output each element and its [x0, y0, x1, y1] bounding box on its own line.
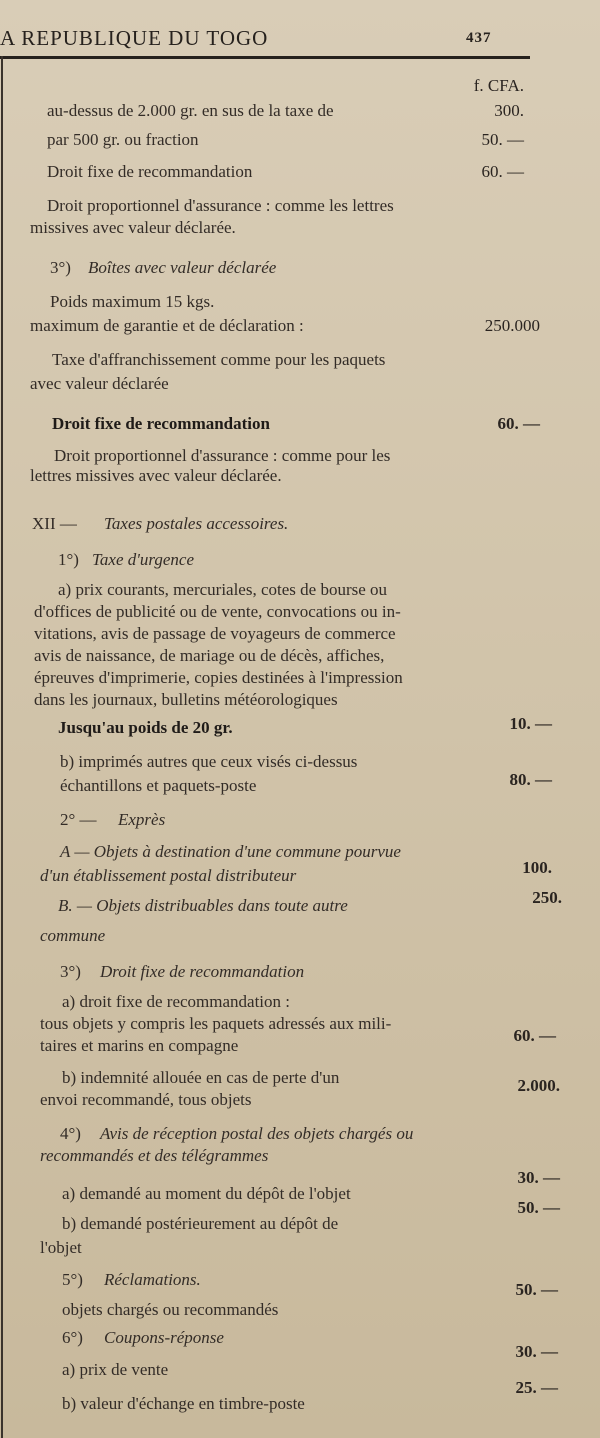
text-line: au-dessus de 2.000 gr. en sus de la taxe de [47, 101, 334, 120]
section-heading: Coupons-réponse [104, 1328, 224, 1347]
text-line: a) droit fixe de recommandation : [62, 992, 290, 1011]
text-line: dans les journaux, bulletins météorologiques [34, 690, 338, 709]
amount: 25. — [515, 1378, 558, 1397]
amount: 100. [522, 858, 552, 877]
text-line: Droit fixe de recommandation [52, 414, 270, 433]
running-title: A REPUBLIQUE DU TOGO [0, 26, 269, 50]
text-line: lettres missives avec valeur déclarée. [30, 466, 282, 485]
text-line: Droit proportionnel d'assurance : comme les lettres [47, 196, 394, 215]
text-line: commune [40, 926, 106, 945]
text-line: d'offices de publicité ou de vente, convocations ou in- [34, 602, 401, 621]
text-line: d'un établissement postal distributeur [40, 866, 297, 885]
section-number: 6°) [62, 1328, 83, 1347]
amount: 50. — [481, 130, 524, 149]
text-line: missives avec valeur déclarée. [30, 218, 236, 237]
section-number: 5°) [62, 1270, 83, 1289]
page-number: 437 [466, 30, 492, 46]
text-line: l'objet [40, 1238, 82, 1257]
amount: 60. — [497, 414, 540, 433]
amount: 250. [532, 888, 562, 907]
text-line: Jusqu'au poids de 20 gr. [58, 718, 233, 737]
section-number: 1°) [58, 550, 79, 569]
text-line: a) prix courants, mercuriales, cotes de bourse ou [58, 580, 388, 599]
text-line: b) demandé postérieurement au dépôt de [62, 1214, 339, 1233]
text-line: envoi recommandé, tous objets [40, 1090, 252, 1109]
amount: 2.000. [517, 1076, 560, 1095]
text-line: échantillons et paquets-poste [60, 776, 257, 795]
text-line: tous objets y compris les paquets adressés aux mili- [40, 1014, 392, 1033]
text-line: a) prix de vente [62, 1360, 169, 1379]
currency-heading: f. CFA. [473, 76, 524, 95]
text-line: maximum de garantie et de déclaration : [30, 316, 304, 335]
amount: 60. — [481, 162, 524, 181]
text-line: Poids maximum 15 kgs. [50, 292, 215, 311]
amount: 30. — [515, 1342, 558, 1361]
section-heading: Réclamations. [104, 1270, 201, 1289]
section-heading: Boîtes avec valeur déclarée [88, 258, 277, 277]
section-number: XII — [32, 514, 77, 533]
section-heading: Taxe d'urgence [92, 550, 194, 569]
text-line: taires et marins en compagne [40, 1036, 239, 1055]
section-heading: Droit fixe de recommandation [100, 962, 305, 981]
text-line: avec valeur déclarée [30, 374, 169, 393]
text-line: a) demandé au moment du dépôt de l'objet [62, 1184, 351, 1203]
amount: 60. — [513, 1026, 556, 1045]
amount: 10. — [509, 714, 552, 733]
amount: 300. [494, 101, 524, 120]
amount: 30. — [517, 1168, 560, 1187]
text-line: Taxe d'affranchissement comme pour les paquets [52, 350, 386, 369]
section-heading: Exprès [118, 810, 166, 829]
text-line: b) indemnité allouée en cas de perte d'un [62, 1068, 340, 1087]
amount: 250.000 [484, 316, 540, 335]
text-line: Droit fixe de recommandation [47, 162, 253, 181]
text-line: avis de naissance, de mariage ou de décès, affiches, [34, 646, 385, 665]
text-line: B. — Objets distribuables dans toute autre [58, 896, 348, 915]
text-line: A — Objets à destination d'une commune pourvue [60, 842, 401, 861]
section-heading: Taxes postales accessoires. [104, 514, 289, 533]
section-number: 3°) [50, 258, 71, 277]
text-line: épreuves d'imprimerie, copies destinées à l'impression [34, 668, 403, 687]
section-number: 4°) [60, 1124, 81, 1143]
section-number: 3°) [60, 962, 81, 981]
text-line: objets chargés ou recommandés [62, 1300, 279, 1319]
section-heading: recommandés et des télégrammes [40, 1146, 269, 1165]
text-line: b) valeur d'échange en timbre-poste [62, 1394, 305, 1413]
text-line: Droit proportionnel d'assurance : comme pour les [54, 446, 391, 465]
amount: 80. — [509, 770, 552, 789]
amount: 50. — [515, 1280, 558, 1299]
text-line: vitations, avis de passage de voyageurs de commerce [34, 624, 396, 643]
section-heading: Avis de réception postal des objets chargés ou [100, 1124, 414, 1143]
amount: 50. — [517, 1198, 560, 1217]
text-line: b) imprimés autres que ceux visés ci-dessus [60, 752, 358, 771]
text-line: par 500 gr. ou fraction [47, 130, 199, 149]
section-number: 2° — [60, 810, 97, 829]
